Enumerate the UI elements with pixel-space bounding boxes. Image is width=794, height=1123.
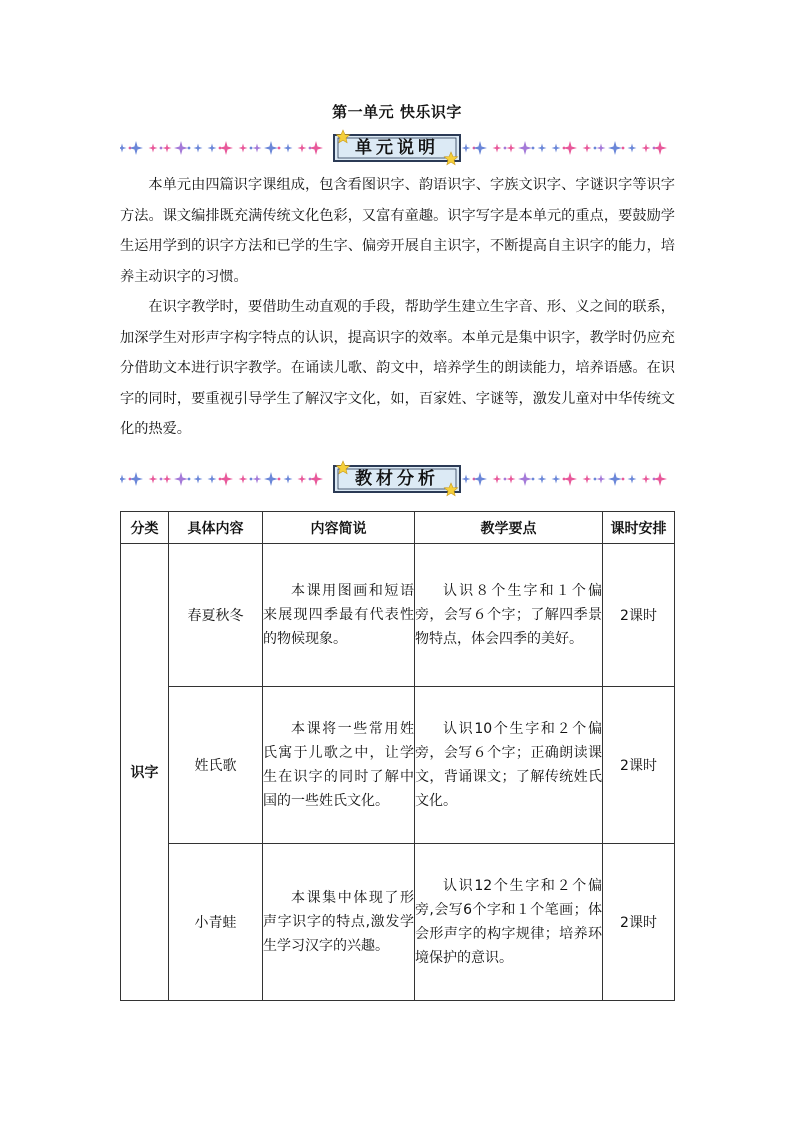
paragraph: 本单元由四篇识字课组成，包含看图识字、韵语识字、字族文识字、字谜识字等识字方法。课文编排既充满传统文化色彩，又富有童趣。识字写字是本单元的重点，要鼓励学生运用学到的识字方法和已学的生字、偏旁开展自主识字，不断提高自主识字的能力，培养主动识字的习惯。: [120, 177, 675, 285]
hours-cell: 2课时: [603, 844, 675, 1001]
sparkle-icon: [628, 475, 637, 484]
sparkle-icon: [493, 475, 502, 484]
sparkle-icon: [219, 472, 233, 486]
sparkle-icon: [583, 144, 592, 153]
sparkle-icon: [264, 141, 278, 155]
sparkle-icon: [538, 144, 547, 153]
dot-icon: [188, 147, 191, 150]
sparkle-icon: [284, 475, 293, 484]
dot-icon: [504, 478, 507, 481]
sparkle-icon: [284, 144, 293, 153]
sparkle-icon: [597, 144, 606, 153]
dot-icon: [250, 478, 253, 481]
sparkle-icon: [473, 141, 487, 155]
header-cell: 分类: [121, 512, 169, 544]
hours-cell: 2课时: [603, 544, 675, 687]
summary-cell: 本课用图画和短语来展现四季最有代表性的物候现象。: [263, 544, 415, 687]
sparkle-icon: [174, 472, 188, 486]
sparkle-icon: [149, 144, 158, 153]
dot-icon: [532, 147, 535, 150]
sparkle-icon: [298, 475, 307, 484]
sparkle-icon: [563, 141, 577, 155]
table-row: [121, 844, 675, 1001]
section-heading: 单元说明: [355, 138, 439, 158]
sparkle-icon: [642, 475, 651, 484]
sparkle-icon: [174, 141, 188, 155]
sparkle-icon: [462, 475, 471, 484]
lesson-cell: 春夏秋冬: [169, 544, 263, 687]
sparkle-icon: [653, 141, 667, 155]
sparkle-icon: [149, 475, 158, 484]
dot-icon: [504, 147, 507, 150]
sparkle-icon: [239, 475, 248, 484]
section-heading: 教材分析: [355, 469, 439, 489]
lesson-cell: 小青蛙: [169, 844, 263, 1001]
sparkle-icon: [552, 475, 561, 484]
sparkle-icon: [120, 144, 127, 153]
analysis-table: [120, 511, 675, 1001]
sparkle-icon: [253, 144, 262, 153]
dot-icon: [160, 478, 163, 481]
header-cell: 课时安排: [603, 512, 675, 544]
category-cell: 识字: [121, 544, 169, 1001]
dot-icon: [250, 147, 253, 150]
table-row: [121, 687, 675, 844]
sparkle-icon: [583, 475, 592, 484]
dot-icon: [160, 147, 163, 150]
sparkle-icon: [518, 141, 532, 155]
section-banner-unit-description: [120, 128, 676, 168]
lesson-cell: 姓氏歌: [169, 687, 263, 844]
table-row: [121, 544, 675, 687]
header-cell: 具体内容: [169, 512, 263, 544]
sparkle-icon: [608, 141, 622, 155]
teaching-points-cell: 认识８个生字和１个偏旁，会写６个字；了解四季景物特点，体会四季的美好。: [415, 544, 603, 687]
sparkle-icon: [129, 472, 143, 486]
dot-icon: [622, 147, 625, 150]
page-title: 第一单元 快乐识字: [332, 103, 462, 121]
sparkle-icon: [642, 144, 651, 153]
sparkle-icon: [219, 141, 233, 155]
sparkle-icon: [507, 144, 516, 153]
sparkle-icon: [628, 144, 637, 153]
header-cell: 教学要点: [415, 512, 603, 544]
sparkle-icon: [163, 144, 172, 153]
dot-icon: [278, 147, 281, 150]
sparkle-icon: [608, 472, 622, 486]
dot-icon: [188, 478, 191, 481]
sparkle-icon: [518, 472, 532, 486]
header-cell: 内容简说: [263, 512, 415, 544]
sparkle-icon: [493, 144, 502, 153]
sparkle-icon: [163, 475, 172, 484]
dot-icon: [532, 478, 535, 481]
sparkle-icon: [538, 475, 547, 484]
sparkle-icon: [298, 144, 307, 153]
sparkle-icon: [563, 472, 577, 486]
sparkle-icon: [473, 472, 487, 486]
sparkle-icon: [264, 472, 278, 486]
sparkle-icon: [120, 475, 127, 484]
dot-icon: [278, 478, 281, 481]
teaching-points-cell: 认识12个生字和２个偏旁,会写6个字和１个笔画；体会形声字的构字规律；培养环境保护的意识。: [415, 844, 603, 1001]
table-header-row: [121, 512, 675, 544]
sparkle-icon: [253, 475, 262, 484]
paragraph: 在识字教学时，要借助生动直观的手段，帮助学生建立生字音、形、义之间的联系，加深学生对形声字构字特点的认识，提高识字的效率。本单元是集中识字，教学时仍应充分借助文本进行识字教学。在诵读儿歌、韵文中，培养学生的朗读能力，培养语感。在识字的同时，要重视引导学生了解汉字文化，如，百家姓、字谜等，激发儿童对中华传统文化的热爱。: [120, 299, 675, 438]
dot-icon: [594, 147, 597, 150]
sparkle-icon: [309, 141, 323, 155]
sparkle-icon: [239, 144, 248, 153]
sparkle-icon: [653, 472, 667, 486]
section-banner-textbook-analysis: [120, 459, 676, 499]
sparkle-icon: [552, 144, 561, 153]
summary-cell: 本课集中体现了形声字识字的特点,激发学生学习汉字的兴趣。: [263, 844, 415, 1001]
sparkle-icon: [194, 475, 203, 484]
sparkle-icon: [507, 475, 516, 484]
sparkle-icon: [309, 472, 323, 486]
summary-cell: 本课将一些常用姓氏寓于儿歌之中，让学生在识字的同时了解中国的一些姓氏文化。: [263, 687, 415, 844]
sparkle-icon: [129, 141, 143, 155]
teaching-points-cell: 认识10个生字和２个偏旁，会写６个字；正确朗读课文，背诵课文；了解传统姓氏文化。: [415, 687, 603, 844]
sparkle-icon: [194, 144, 203, 153]
hours-cell: 2课时: [603, 687, 675, 844]
sparkle-icon: [597, 475, 606, 484]
sparkle-icon: [462, 144, 471, 153]
sparkle-icon: [208, 475, 217, 484]
dot-icon: [594, 478, 597, 481]
dot-icon: [622, 478, 625, 481]
sparkle-icon: [208, 144, 217, 153]
